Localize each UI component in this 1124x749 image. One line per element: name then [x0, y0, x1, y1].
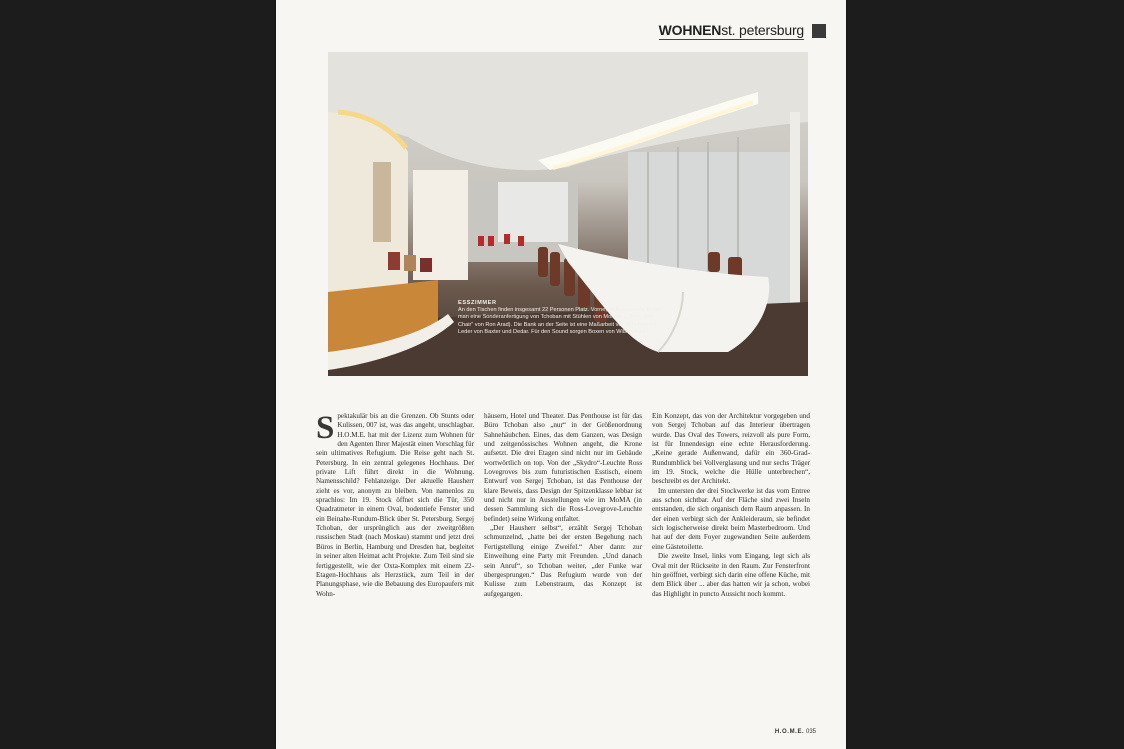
page-number: 035	[805, 729, 816, 735]
article-paragraph: Die zweite Insel, links vom Eingang, legt sich als Oval mit der Rückseite in den Raum. Zur Fensterfront hin geöffnet, verbirgt sich darin eine offene Küche, mit dem Blick über ... aber das hatten wir ja schon, wobei das Highlight in puncto Aussicht noch kommt.	[652, 552, 810, 598]
section-marker-square	[812, 24, 826, 38]
caption-title: ESSZIMMER	[458, 300, 497, 306]
article-paragraph: „Der Hausherr selbst“, erzählt Sergej Tchoban schmunzelnd, „hatte bei der ersten Begehung nach Fertigstellung einige Zweifel.“ Aber dann: zur Einweihung eine Party mit Freunden. „Und danach sein Anruf“, so Tchoban weiter, „der Funke war übergesprungen.“ Das Refugium wurde von der Kulisse zum Lebenstraum, das Konzept ist aufgegangen.	[484, 524, 642, 598]
section-title	[659, 22, 804, 40]
photo-caption	[458, 300, 668, 336]
dining-room-photo	[328, 52, 808, 376]
section-title-place: st. petersburg	[721, 22, 804, 38]
article-paragraph: Im untersten der drei Stockwerke ist das vom Entree aus schon sichtbar. Auf der Fläche sind zwei Inseln entstanden, die sich organisch dem Raum anpassen. In der einen verbirgt sich der Ankleideraum, sie befindet sich logischerweise direkt beim Masterbedroom. Und hat auf der dem Foyer zugewandten Seite außerdem eine Gästetoilette.	[652, 486, 810, 551]
section-title-bold: WOHNEN	[658, 22, 722, 38]
article-paragraph	[316, 412, 474, 599]
section-header	[659, 22, 826, 40]
article-paragraph: Ein Konzept, das von der Architektur vorgegeben und von Sergej Tchoban auf das Interieur übertragen wurde. Das Oval des Towers, reizvoll als pure Form, ist für Innendesign eine echte Herausforderung. „Keine gerade Außenwand, dafür ein 360-Grad-Rundumblick bei Vollverglasung und nur sechs Träger im 19. Stock, welche die Hülle unterbrechen“, beschreibt es der Architekt.	[652, 412, 810, 486]
article-column-3	[652, 412, 810, 712]
page-folio	[775, 729, 816, 735]
article-body	[316, 412, 814, 712]
caption-text: An den Tischen finden insgesamt 22 Personen Platz. Vorne, im Eckbereich, findet man eine Sonderanfertigung von Tchoban mit Stühlen von Moroso („Three Skin Chair“ von Ron Arad). Die Bank an der Seite ist eine Maßarbeit von Tchoban mit Leder von Baxter und Dedar. Für den Sound sorgen Boxen von Wilson Audio	[458, 307, 661, 335]
paragraph-text: pektakulär bis an die Grenzen. Ob Stunts oder Kulissen, 007 ist, was das angeht, unschlagbar. H.O.M.E. hat mit der Lizenz zum Wohnen für den Agenten Ihrer Majestät einen Vorschlag für sein ultimatives Refugium. Die Reise geht nach St. Petersburg. In ein zentral gelegenes Hochhaus. Der private Lift führt direkt in die Wohnung. Namensschild? Fehlanzeige. Der aktuelle Hausherr zieht es vor, anonym zu bleiben. Von namenlos zu sprachlos: Im 19. Stock öffnet sich die Tür, 350 Quadratmeter in einem Oval, bodentiefe Fenster und ein Beinahe-Rundum-Blick über St. Petersburg. Sergej Tchoban, der ursprünglich aus der zweitgrößten russischen Stadt (nach Moskau) stammt und jetzt drei Büros in Berlin, Hamburg und Dresden hat, begleitet in seiner alten Heimat acht Projekte. Zum Teil sind sie fertiggestellt, wie der Oxta-Komplex mit einem 22-Etagen-Hochhaus als Herzstück, zum Teil in der Planungsphase, wie die Bebauung des Europaufers mit Wohn-	[316, 412, 474, 598]
drop-cap: S	[316, 410, 335, 446]
article-paragraph: häusern, Hotel und Theater. Das Penthouse ist für das Büro Tchoban also „nur“ in der Größenordnung Sahnehäubchen. Eines, das dem Ganzen, was Design und zeitgenössisches Wohnen angeht, die Krone aufsetzt. Die drei Etagen sind nicht nur im Gebäude wortwörtlich on top. Von der „Skydro“-Leuchte Ross Lovegroves bis zum futuristischen Esstisch, einem Entwurf von Sergej Tchoban, ist das Penthouse der klare Beweis, dass Design der Spitzenklasse lebbar ist und nicht nur in Ausstellungen wie im MoMA (in dessen Sammlung sich die Ross-Lovegrove-Leuchte befindet) seine Wirkung entfaltet.	[484, 412, 642, 523]
magazine-name: H.O.M.E.	[774, 729, 805, 735]
article-column-1	[316, 412, 474, 712]
article-column-2	[484, 412, 642, 712]
magazine-page	[276, 0, 846, 749]
